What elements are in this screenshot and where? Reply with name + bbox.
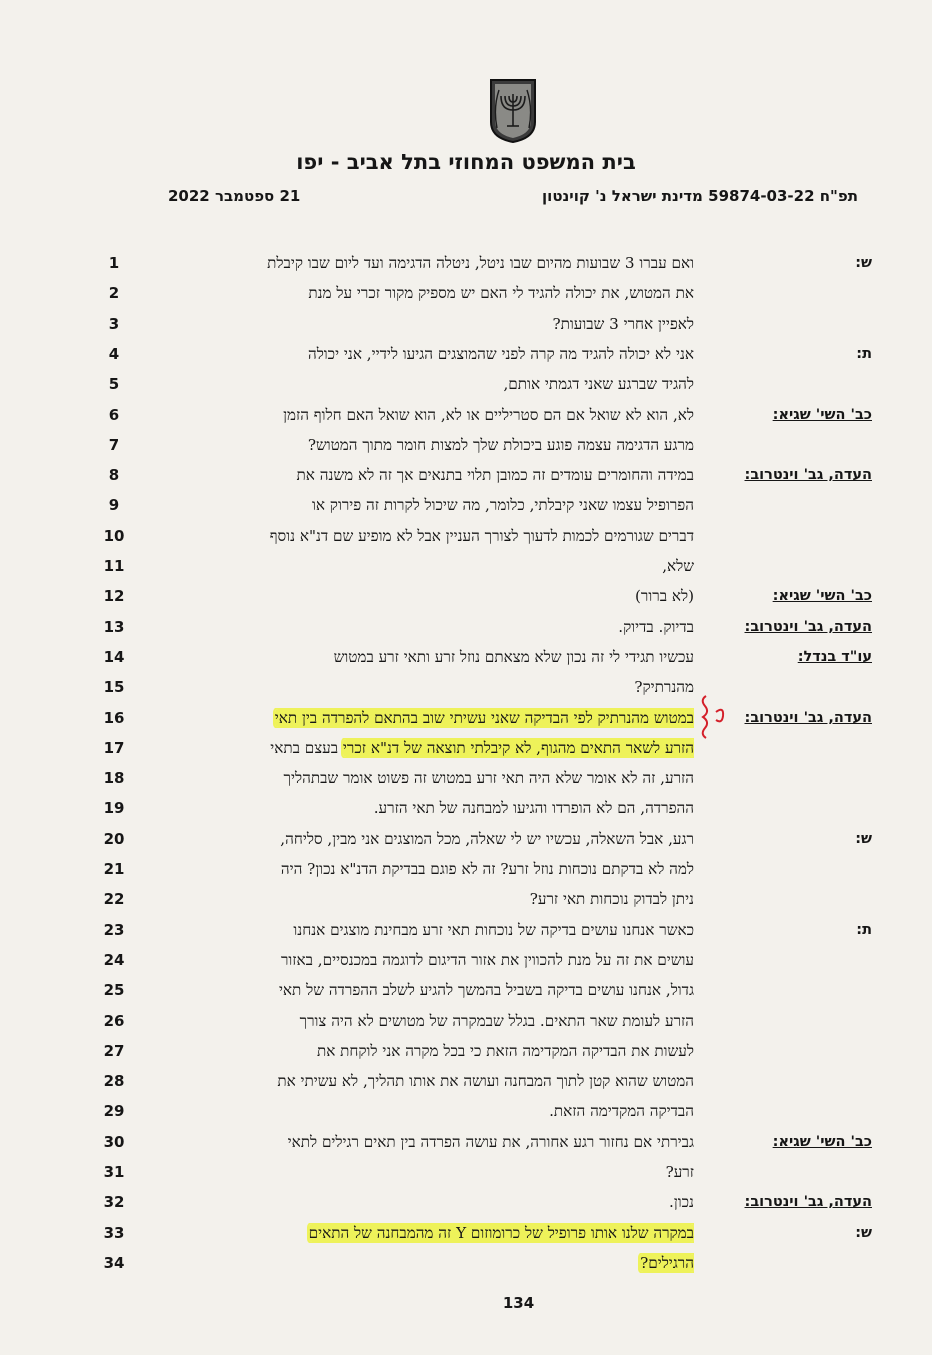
red-bracket-annotation-icon xyxy=(696,694,726,740)
line-number: 13 xyxy=(103,618,125,636)
transcript-line: למה לא בדקתם נוכחות נוזל זרע? זה לא פוגם בבדיקת הדנ"א נכון? היה xyxy=(280,860,694,878)
line-number: 26 xyxy=(103,1012,125,1030)
transcript-line: במידה והחומרים עומדים זה כמובן תלוי בתנאים אך זה לא משנה את xyxy=(296,466,694,484)
line-number: 32 xyxy=(103,1193,125,1211)
transcript-line: ההפרדה, הם לא הופרדו והגיעו למבחנה של תאי הזרע. xyxy=(373,799,694,817)
transcript-line: כאשר אנחנו עושים בדיקה של נוכחות תאי זרע מבחינת מוצגים אנחנו xyxy=(293,921,694,939)
speaker-label: כב' השי' שגיא: xyxy=(772,1134,872,1150)
line-number: 16 xyxy=(103,709,125,727)
line-number: 2 xyxy=(108,284,120,302)
transcript-line: ניתן לבדוק נוכחות תאי זרע? xyxy=(529,890,694,908)
transcript-line: גדול, אנחנו עושים בדיקה בשביל בהמשך להגיע לשלב ההפרדה של תאי xyxy=(278,981,694,999)
highlighted-text: הרגילים? xyxy=(640,1254,694,1272)
line-number: 6 xyxy=(108,406,120,424)
transcript-line: עושים את זה על מנת להכווין את אזור הדיגום לדוגמה במכנסיים, באזור xyxy=(280,951,694,969)
transcript-line: הזרע, זה לא אומר שלא היה תאי זרע במטוש זה פשוט אומר שבתהליך xyxy=(283,769,694,787)
line-number: 28 xyxy=(103,1072,125,1090)
line-number: 33 xyxy=(103,1224,125,1242)
state-emblem-icon xyxy=(487,78,539,144)
line-number: 11 xyxy=(103,557,125,575)
case-caption: תפ"ח 59874-03-22 מדינת ישראל נ' קוינטון xyxy=(542,187,858,205)
transcript-line: ואם עברו 3 שבועות מהיום שבו ניטל, ניטלה הדגימה ועד ליום שבו קיבלת xyxy=(267,254,694,272)
line-number: 21 xyxy=(103,860,125,878)
line-number: 22 xyxy=(103,890,125,908)
speaker-label: ש: xyxy=(855,831,872,847)
hearing-date: 21 ספטמבר 2022 xyxy=(168,187,301,205)
transcript-line: המטוש שהוא קטן לתוך המבחנה ועושה את אותו תהליך, לא עשיתי את xyxy=(277,1072,694,1090)
line-number: 31 xyxy=(103,1163,125,1181)
highlighted-text: במטוש מהנרתיק לפי הבדיקה שאני עשיתי שוב בהתאם להפרדה בין תאי xyxy=(274,709,694,727)
highlighted-text: הזרע לשאר התאים מהגוף, לא קיבלתי תוצאה של דנ"א זכרי xyxy=(342,739,694,757)
court-name: בית המשפט המחוזי בתל אביב - יפו xyxy=(296,150,636,174)
transcript-line: שלא, xyxy=(662,557,694,575)
speaker-label: ת: xyxy=(856,922,872,938)
line-number: 7 xyxy=(108,436,120,454)
transcript-line: זרע? xyxy=(665,1163,694,1181)
line-number: 15 xyxy=(103,678,125,696)
line-number: 24 xyxy=(103,951,125,969)
transcript-line: לא, הוא לא שואל אם הם סטריליים או לא, הוא שואל האם חלוף הזמן xyxy=(283,406,694,424)
transcript-line: מרגע הדגימה עצמה פוגע ביכולת שלך למצות חומר מתוך המטוש? xyxy=(307,436,694,454)
speaker-label: כב' השי' שגיא: xyxy=(772,588,872,604)
transcript-line: רגע, אבל השאלה, עכשיו יש לי שאלה, מכל המוצגים אני מבין, סליחה, xyxy=(280,830,694,848)
speaker-label: העדה, גב' וינטרוב: xyxy=(744,710,872,726)
line-text-tail: בעצם בתאי xyxy=(270,739,343,757)
speaker-label: ת: xyxy=(856,346,872,362)
line-number: 1 xyxy=(108,254,120,272)
line-number: 3 xyxy=(108,315,120,333)
line-number: 10 xyxy=(103,527,125,545)
line-number: 18 xyxy=(103,769,125,787)
line-number: 34 xyxy=(103,1254,125,1272)
line-number: 23 xyxy=(103,921,125,939)
line-number: 14 xyxy=(103,648,125,666)
transcript-line: דברים שגורמים לכמות לדעוך לצורך העניין אבל לא מופיע שם דנ"א נוסף xyxy=(269,527,694,545)
line-number: 4 xyxy=(108,345,120,363)
line-number: 29 xyxy=(103,1102,125,1120)
line-number: 20 xyxy=(103,830,125,848)
transcript-line: אני לא יכולה להגיד מה קרה לפני שהמוצגים הגיעו לידיי, אני יכולה xyxy=(307,345,694,363)
speaker-label: כב' השי' שגיא: xyxy=(772,407,872,423)
transcript-line xyxy=(150,1223,694,1243)
line-number: 27 xyxy=(103,1042,125,1060)
transcript-line: הפרופיל עצמו שאני קיבלתי, כלומר, מה שיכול לקרות זה פירוק או xyxy=(311,496,694,514)
transcript-line: נכון. xyxy=(669,1193,694,1211)
page-number: 134 xyxy=(502,1294,535,1312)
transcript-line xyxy=(150,708,694,728)
line-number: 5 xyxy=(108,375,120,393)
transcript-line: להגיד שברגע שאני דגמתי אותם, xyxy=(503,375,694,393)
transcript-line xyxy=(150,1253,694,1273)
line-number: 19 xyxy=(103,799,125,817)
line-number: 12 xyxy=(103,587,125,605)
line-number: 9 xyxy=(108,496,120,514)
speaker-label: העדה, גב' וינטרוב: xyxy=(744,467,872,483)
speaker-label: ש: xyxy=(855,1225,872,1241)
line-number: 8 xyxy=(108,466,120,484)
line-number: 25 xyxy=(103,981,125,999)
transcript-line xyxy=(150,738,694,758)
transcript-line: הבדיקה המקדימה הזאת. xyxy=(549,1102,694,1120)
transcript-line: (לא ברור) xyxy=(634,587,694,605)
transcript-line: לאפיין אחרי 3 שבועות? xyxy=(552,315,694,333)
transcript-line: עכשיו תגידי לי זה נכון שלא מצאתם נוזל זרע ותאי זרע במטוש xyxy=(333,648,694,666)
transcript-line: מהנרתיק? xyxy=(634,678,694,696)
speaker-label: ש: xyxy=(855,255,872,271)
transcript-line: לעשות את הבדיקה המקדימה הזאת כי בכל מקרה אני לוקחת את xyxy=(316,1042,694,1060)
highlighted-text: במקרה שלנו אותו פרופיל של כרומוזום Y זה מהמבחנה של התאים xyxy=(308,1224,694,1242)
speaker-label: העדה, גב' וינטרוב: xyxy=(744,1194,872,1210)
line-number: 17 xyxy=(103,739,125,757)
transcript-line: את המטוש, את יכולה להגיד לי האם יש מספיק מקור זכרי על מנת xyxy=(308,284,694,302)
line-number: 30 xyxy=(103,1133,125,1151)
transcript-line: גבירתי אם נחזור רגע אחורה, את עושה הפרדה בין תאים רגילים לתאי xyxy=(287,1133,694,1151)
speaker-label: עו"ד בנדל: xyxy=(797,649,872,665)
transcript-line: בדיוק. בדיוק. xyxy=(618,618,694,636)
speaker-label: העדה, גב' וינטרוב: xyxy=(744,619,872,635)
transcript-line: הזרע לעומת שאר התאים. בגלל שבמקרה של מטושים לא היה צורך xyxy=(299,1012,694,1030)
